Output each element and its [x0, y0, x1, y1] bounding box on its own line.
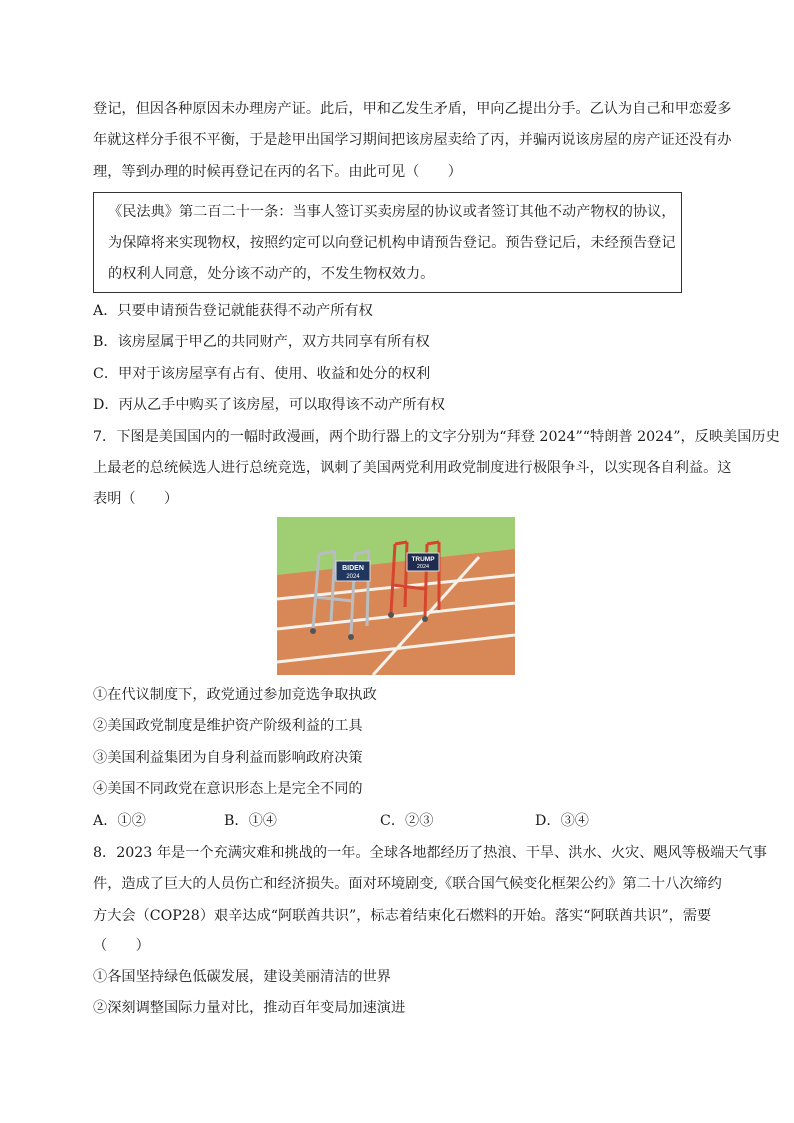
quote-line-3: 的权利人同意，处分该不动产的，不发生物权效力。: [108, 266, 435, 282]
q7-option-a[interactable]: A．①②: [93, 813, 146, 829]
q8-stem-line-2: 件，造成了巨大的人员伤亡和经济损失。面对环境剧变,《联合国气候变化框架公约》第二十八次缔约: [93, 876, 722, 892]
biden-sign-year: 2024: [346, 574, 360, 580]
civil-code-quote-box: [93, 192, 682, 293]
q6-option-d[interactable]: D．丙从乙手中购买了该房屋，可以取得该不动产所有权: [93, 397, 445, 413]
q6-option-b[interactable]: B．该房屋属于甲乙的共同财产，双方共同享有所有权: [93, 334, 430, 350]
trump-sign-name: TRUMP: [411, 556, 435, 563]
q6-stem-line-2: 年就这样分手很不平衡，于是趁甲出国学习期间把该房屋卖给了丙，并骗丙说该房屋的房产证还没有办: [93, 132, 732, 148]
q7-statement-4: ④美国不同政党在意识形态上是完全不同的: [93, 781, 363, 797]
quote-line-2: 为保障将来实现物权，按照约定可以向登记机构申请预告登记。预告登记后，未经预告登记: [108, 235, 676, 251]
q7-stem-line-2: 上最老的总统候选人进行总统竞选，讽刺了美国两党利用政党制度进行极限争斗，以实现各自利益。这: [93, 460, 732, 476]
quote-line-1: 《民法典》第二百二十一条：当事人签订买卖房屋的协议或者签订其他不动产物权的协议，: [108, 204, 676, 220]
q7-option-b[interactable]: B．①④: [224, 813, 277, 829]
trump-sign-year: 2024: [416, 564, 430, 570]
q7-statement-3: ③美国利益集团为自身利益而影响政府决策: [93, 750, 363, 766]
q8-statement-2: ②深刻调整国际力量对比，推动百年变局加速演进: [93, 1000, 406, 1016]
q7-statement-1: ①在代议制度下，政党通过参加竞选争取执政: [93, 687, 377, 703]
political-cartoon-walkers: [277, 517, 515, 675]
q8-stem-line-1: 8．2023 年是一个充满灾难和挑战的一年。全球各地都经历了热浪、干旱、洪水、火灾、飓风等极端天气事: [93, 845, 767, 861]
q8-stem-line-4: （ ）: [93, 938, 150, 954]
q8-stem-line-3: 方大会（COP28）艰辛达成“阿联酋共识”，标志着结束化石燃料的开始。落实“阿联酋共识”，需要: [93, 908, 712, 924]
q7-option-d[interactable]: D．③④: [535, 813, 589, 829]
q7-stem-line-1: 7．下图是美国国内的一幅时政漫画，两个助行器上的文字分别为“拜登 2024”“特朗普 2024”，反映美国历史: [93, 429, 780, 445]
biden-sign-name: BIDEN: [342, 565, 364, 572]
q6-stem-line-1: 登记，但因各种原因未办理房产证。此后，甲和乙发生矛盾，甲向乙提出分手。乙认为自己和甲恋爱多: [93, 101, 732, 117]
q7-stem-line-3: 表明（ ）: [93, 491, 179, 507]
q6-option-c[interactable]: C．甲对于该房屋享有占有、使用、收益和处分的权利: [93, 366, 431, 382]
q6-option-a[interactable]: A．只要申请预告登记就能获得不动产所有权: [93, 303, 373, 319]
q6-stem-line-3: 理，等到办理的时候再登记在丙的名下。由此可见（ ）: [93, 164, 462, 180]
q8-statement-1: ①各国坚持绿色低碳发展，建设美丽清洁的世界: [93, 969, 391, 985]
q7-statement-2: ②美国政党制度是维护资产阶级利益的工具: [93, 718, 363, 734]
q7-option-c[interactable]: C．②③: [380, 813, 434, 829]
